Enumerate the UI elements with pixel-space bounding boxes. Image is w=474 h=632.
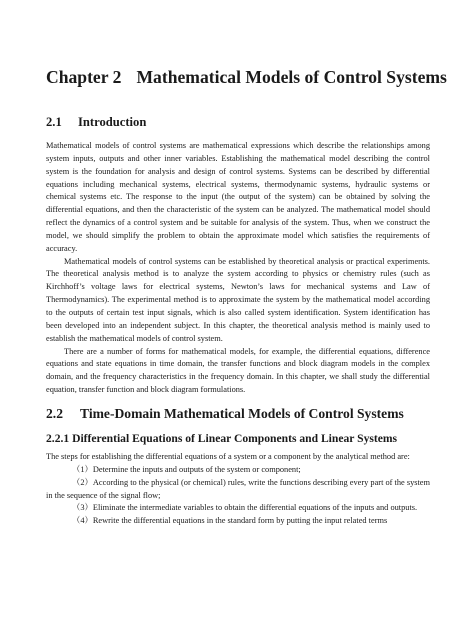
step-text: Rewrite the differential equations in the standard form by putting the input related terms bbox=[92, 516, 388, 526]
step-mark: （1） bbox=[72, 464, 93, 474]
paragraph: Mathematical models of control systems are mathematical expressions which describe the relationships among system inputs, outputs and other inner variables. Establishing the mathematical model describing the control system is the foundation for analysis and design of control systems. Systems can be described by differential equations including mechanical systems, electrical systems, thermodynamic systems, hydraulic systems or chemical systems etc. The response to the input (the output of the system) can be obtained by solving the differential equations, and then the characteristic of the system can be analyzed. The mathematical model should reflect the dynamics of a control system and be suitable for analysis of the system. Thus, when we construct the model, we should simplify the problem to obtain the approximate model which satisfies the requirements of accuracy. bbox=[46, 141, 430, 253]
list-item bbox=[46, 502, 430, 515]
section-title: Time-Domain Mathematical Models of Control Systems bbox=[80, 406, 404, 421]
step-mark: （4） bbox=[72, 516, 93, 526]
step-text: Determine the inputs and outputs of the system or component; bbox=[92, 464, 301, 474]
chapter-number: Chapter 2 bbox=[46, 67, 122, 87]
introduction-body bbox=[46, 140, 430, 397]
chapter-title-text: Mathematical Models of Control Systems bbox=[136, 67, 447, 87]
chapter-title bbox=[46, 62, 447, 92]
section-number: 2.2 bbox=[46, 406, 63, 421]
subsection-heading-2-2-1: 2.2.1 Differential Equations of Linear Components and Linear Systems bbox=[46, 432, 398, 445]
step-text: Eliminate the intermediate variables to obtain the differential equations of the inputs and outputs. bbox=[92, 503, 418, 513]
section-heading-2-2 bbox=[46, 406, 404, 422]
paragraph: Mathematical models of control systems can be established by theoretical analysis or practical experiments. The theoretical analysis method is to analyze the system according to physics or chemistry rules (such as Kirchhoff’s voltage laws for electrical systems, Newton’s laws for mechanical systems and Law of Thermodynamics). The experimental method is to approximate the system by the mathematical model according to the outputs of certain test input signals, which is also called system identification. System identification has been developed into an independent subject. In this chapter, the theoretical analysis method is mainly used to establish the mathematical models of control system. bbox=[46, 256, 430, 343]
step-text: According to the physical (or chemical) rules, write the functions describing every part of the system in the sequence of the signal flow; bbox=[46, 477, 431, 500]
section-heading-2-1 bbox=[46, 115, 146, 130]
list-item bbox=[46, 515, 430, 528]
step-mark: （3） bbox=[72, 503, 93, 513]
paragraph: There are a number of forms for mathematical models, for example, the differential equations, difference equations and state equations in time domain, the transfer functions and block diagram models in the complex domain, and the frequency characteristics in the frequency domain. In this chapter, we shall study the differential equation, transfer function and block diagram formulations. bbox=[46, 346, 430, 395]
steps-body bbox=[46, 451, 430, 528]
paragraph: The steps for establishing the differential equations of a system or a component by the analytical method are: bbox=[46, 452, 410, 461]
section-number: 2.1 bbox=[46, 115, 62, 129]
step-mark: （2） bbox=[72, 477, 93, 487]
section-title: Introduction bbox=[78, 115, 147, 129]
list-item bbox=[46, 477, 430, 503]
list-item bbox=[46, 464, 430, 477]
